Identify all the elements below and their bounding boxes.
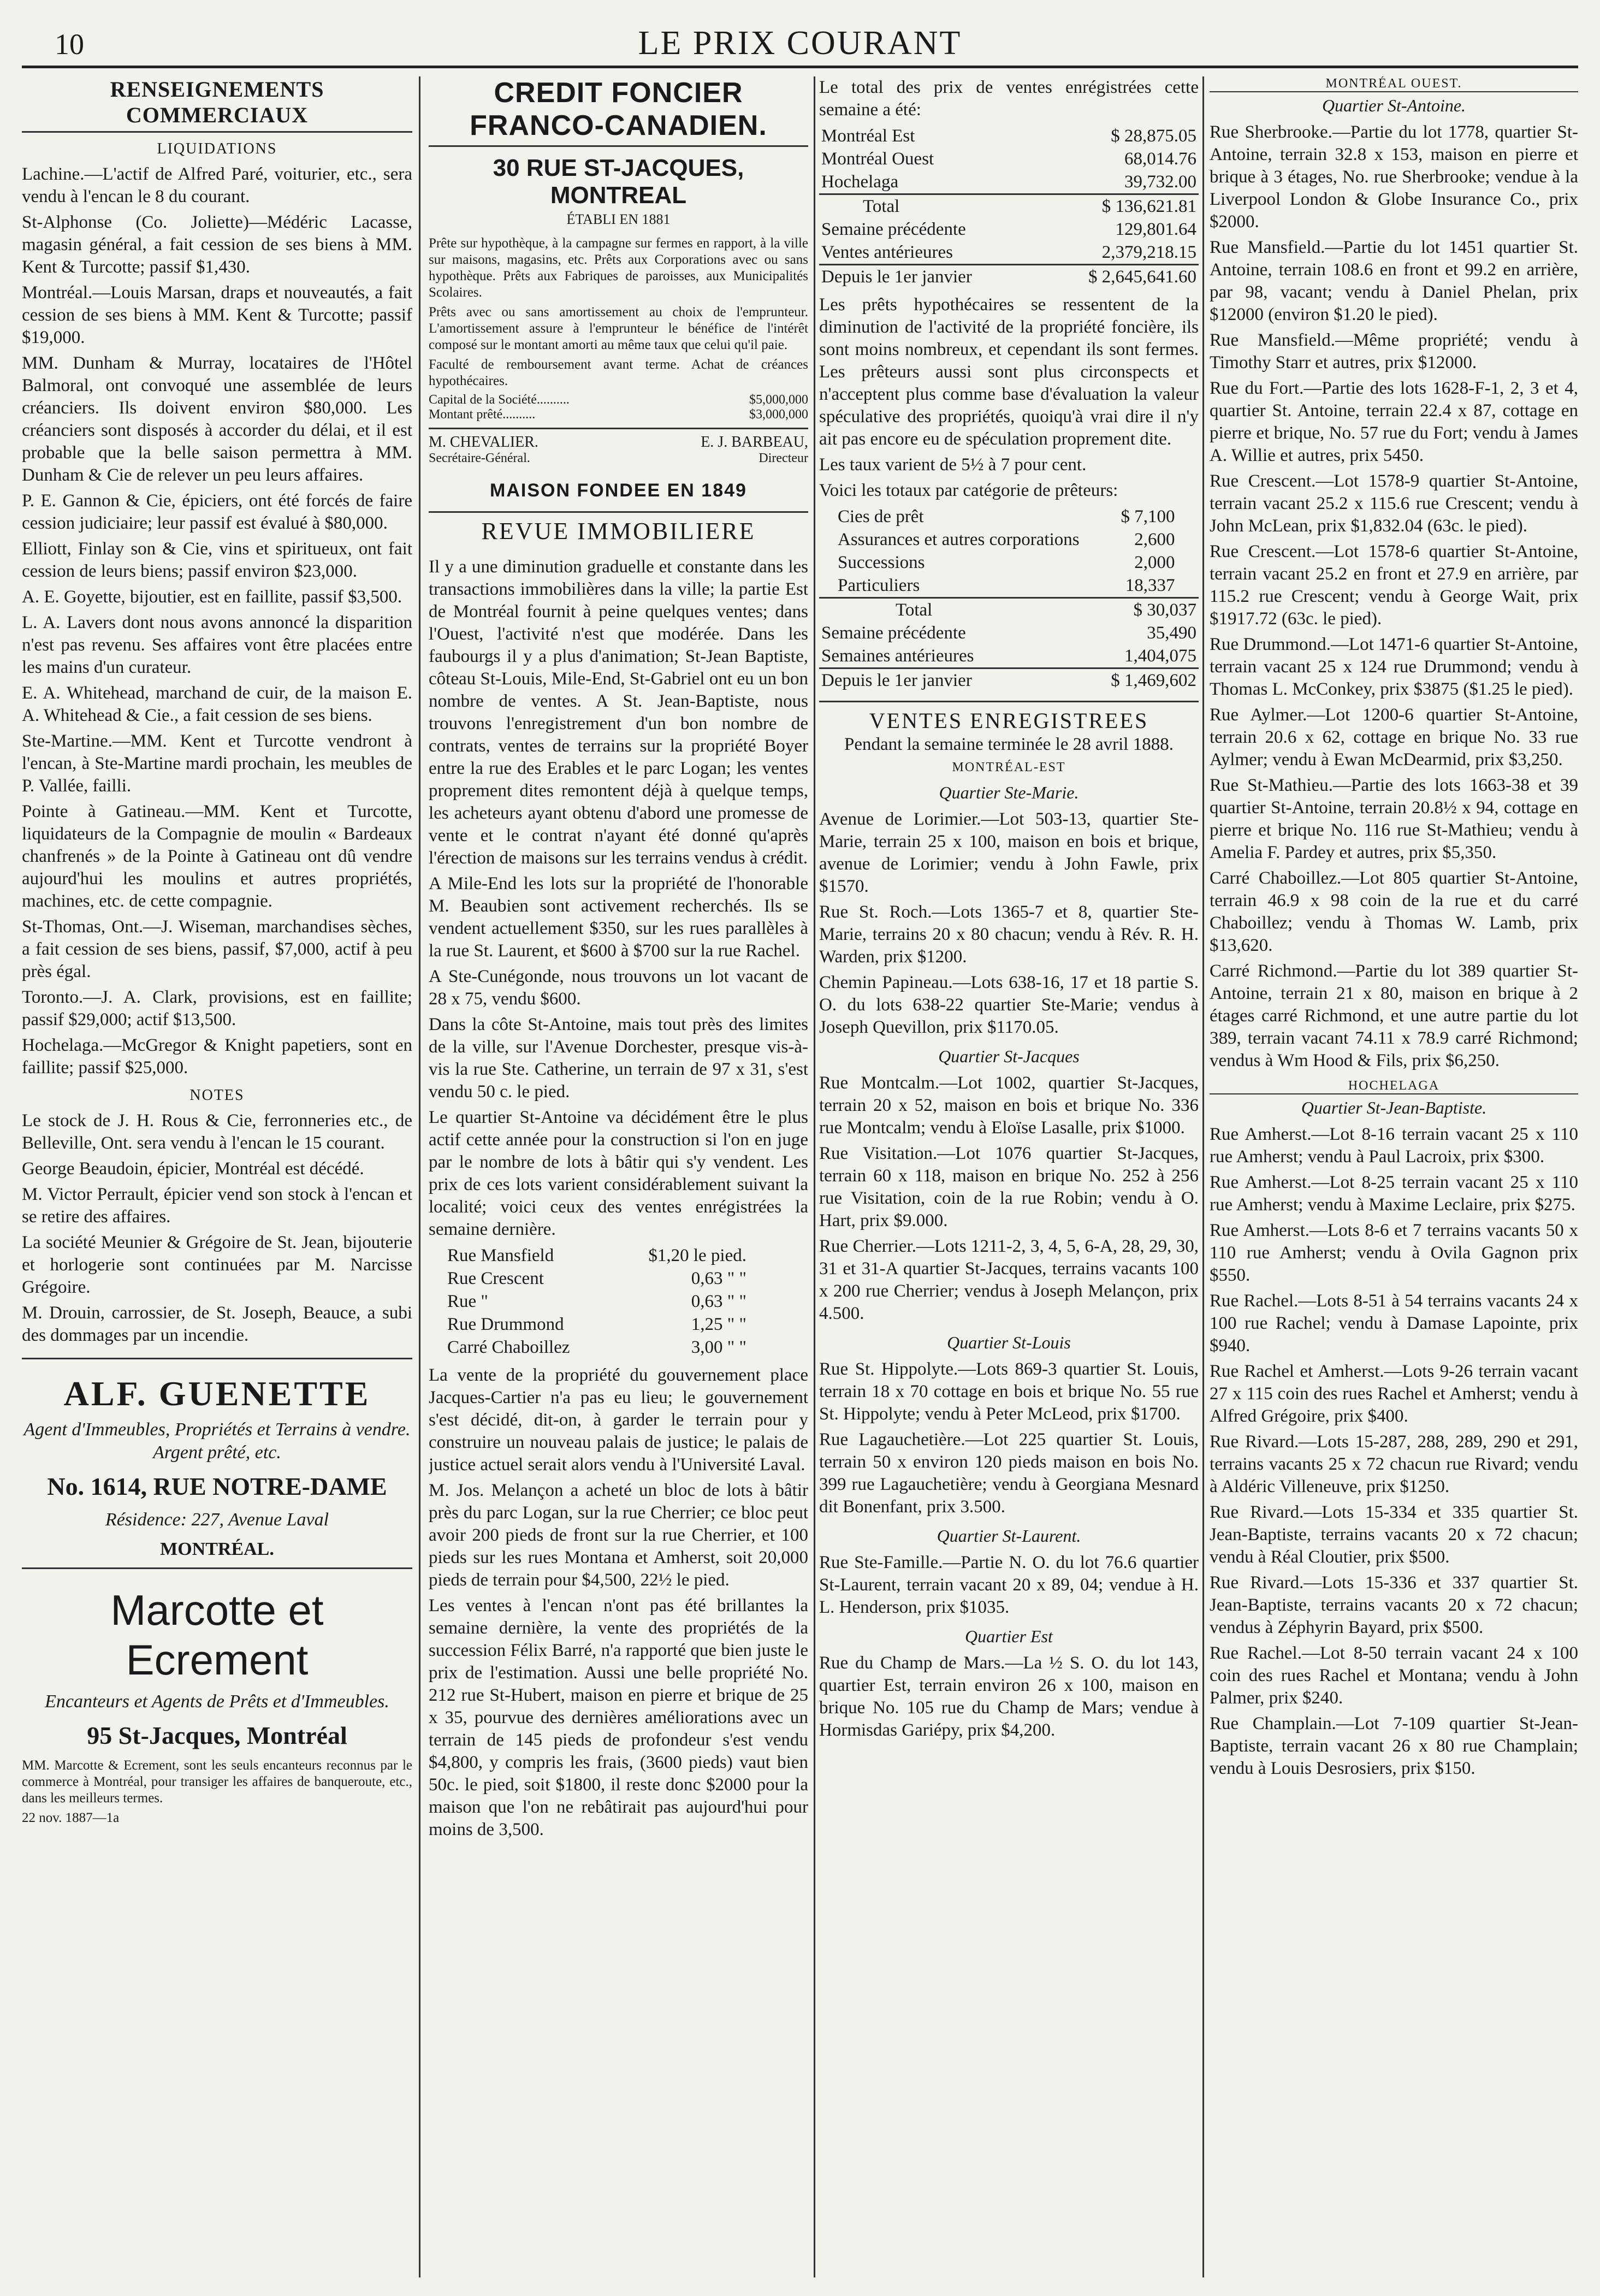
totals-row xyxy=(819,170,1199,193)
quarter-title: Quartier St-Laurent. xyxy=(937,1526,1081,1546)
liquidation-item: MM. Dunham & Murray, locataires de l'Hôtel Balmoral, ont convoqué une assemblée de leurs créanciers. Ils doivent environ $80,000. Les créanciers sont disposés à accorder du délai, et il est probable que la belle saison permettra à MM. Dunham & Cie de relever un peu leurs affaires. xyxy=(22,353,412,485)
revue-text xyxy=(429,556,808,1241)
price-row xyxy=(445,1244,749,1267)
price-row-value: 0,63 " " xyxy=(691,1292,746,1311)
price-row-value: 3,00 " " xyxy=(691,1338,746,1357)
loans-row-value: 2,600 xyxy=(1134,530,1175,549)
section-title: RENSEIGNEMENTS COMMERCIAUX xyxy=(22,76,412,133)
loans-total-label: Total xyxy=(819,598,1060,622)
ventes-subtitle: Pendant la semaine terminée le 28 avril 1888. xyxy=(844,735,1174,754)
quarter-title: Quartier St-Jean-Baptiste. xyxy=(1301,1098,1487,1117)
region-title: MONTRÉAL-EST xyxy=(952,760,1066,774)
established: ÉTABLI EN 1881 xyxy=(566,211,671,227)
signer-roles xyxy=(429,451,808,466)
price-row-value: 0,63 " " xyxy=(691,1269,746,1288)
totals-intro: Le total des prix de ventes enrégistrées cette semaine a été: xyxy=(819,78,1199,120)
article-paragraph: Les ventes à l'encan n'ont pas été brillantes la semaine dernière, la vente des propriétés de la succession Félix Barré, n'a rapporté que bien juste le prix de l'estimation. Aussi une belle propriété No. 212 rue St-Hubert, maison en pierre et brique de 25 x 35, pourvue des dernières améliorations avec un terrain de 145 pieds de profondeur s'est vendu $4,800, y compris les frais, (3600 pieds) vaut bien 50c. le pied, soit $1800, il reste donc $2000 pour la maison que l'on ne rebâtirait pas aujourd'hui pour moins de 3,500. xyxy=(429,1596,808,1839)
loans-row-label: Particuliers xyxy=(838,576,920,595)
article-paragraph: Il y a une diminution graduelle et constante dans les transactions immobilières dans la ville; la partie Est de Montréal fournit à peine quelques ventes; dans l'Ouest, l'activité n'est que modérée. Dans les faubourgs il y a plus d'animation; St-Jean Baptiste, côteau St-Louis, Mile-End, St-Gabriel ont eu un bon nombre de ventes. A St. Jean-Baptiste, nous trouvons l'enregistrement d'un bon nombre de contrats, ventes de terrains sur la propriété Boyer entre la rue des Erables et le parc Logan; les ventes proprement dites remontent déjà à quelque temps, les acheteurs ayant obtenu d'abord une promesse de vente et le contrat n'ayant été donné qu'après l'érection de maisons sur les terrains vendus à crédit. xyxy=(429,557,808,868)
price-row xyxy=(445,1290,749,1313)
columns xyxy=(22,76,1578,2277)
loans-row-value: 2,000 xyxy=(1134,553,1175,572)
credit-foncier-paragraph: Prêts avec ou sans amortissement au choix de l'emprunteur. L'amortissement assure à l'emprunteur le bénéfice de l'intérêt composé sur le montant amorti au même taux que celui qu'il paie. xyxy=(429,305,808,352)
capital-value: $5,000,000 xyxy=(749,393,808,407)
ad-city: MONTRÉAL. xyxy=(160,1539,274,1559)
ant-value: 2,379,218.15 xyxy=(1101,242,1196,262)
column-1 xyxy=(22,76,412,2277)
totals-row-value: 39,732.00 xyxy=(1124,172,1196,192)
sale-item: Rue St. Hippolyte.—Lots 869-3 quartier St. Louis, terrain 18 x 70 cottage en bois et brique No. 55 rue St. Hippolyte; vendu à Peter McLeod, prix $1700. xyxy=(819,1359,1199,1424)
price-table xyxy=(445,1244,749,1359)
quarter-sales xyxy=(819,1552,1199,1619)
sale-item: Rue Crescent.—Lot 1578-9 quartier St-Antoine, terrain vacant 25.2 x 115.6 rue Crescent; vendu à John McLean, prix $1,832.04 (63c. le pied). xyxy=(1210,471,1578,536)
jan-label: Depuis le 1er janvier xyxy=(819,265,1039,289)
quarter-sales xyxy=(819,1652,1199,1742)
ad-name: Marcotte et Ecrement xyxy=(110,1586,324,1684)
capital-row xyxy=(429,393,808,407)
price-row-label: Rue " xyxy=(447,1292,488,1311)
column-2 xyxy=(429,76,808,2277)
liquidation-item: St-Thomas, Ont.—J. Wiseman, marchandises sèches, a fait cession de ses biens, passif, $7,000, actif à peu près égal. xyxy=(22,917,412,981)
liquidation-item: Elliott, Finlay son & Cie, vins et spiritueux, ont fait cession de leurs biens; passif environ $23,000. xyxy=(22,539,412,581)
totals-row-value: $ 28,875.05 xyxy=(1111,126,1196,146)
prev-value: 129,801.64 xyxy=(1115,220,1196,239)
price-row-label: Rue Mansfield xyxy=(447,1246,554,1265)
quarter-title: Quartier St-Antoine. xyxy=(1322,96,1466,115)
lent-row xyxy=(429,407,808,422)
region-title: HOCHELAGA xyxy=(1210,1079,1578,1094)
price-row-label: Rue Drummond xyxy=(447,1315,564,1334)
loans-jan-value: $ 1,469,602 xyxy=(1060,668,1199,693)
total-value: $ 136,621.81 xyxy=(1039,194,1199,218)
ventes-title: VENTES ENREGISTREES xyxy=(819,701,1199,733)
liquidation-item: Hochelaga.—McGregor & Knight papetiers, sont en faillite; passif $25,000. xyxy=(22,1035,412,1078)
sale-item: Rue Sherbrooke.—Partie du lot 1778, quartier St-Antoine, terrain 32.8 x 153, maison en pierre et brique à 3 étages, No. rue Sherbrooke; vendue à la Liverpool London & Globe Insurance Co., prix $2000. xyxy=(1210,122,1578,232)
sale-item: Rue Rachel.—Lot 8-50 terrain vacant 24 x 100 coin des rues Rachel et Montana; vendu à John Palmer, prix $240. xyxy=(1210,1643,1578,1708)
article-paragraph: A Mile-End les lots sur la propriété de l'honorable M. Beaubien sont activement recherchés. Ils se vendent actuellement $350, sur les rues parallèles à la rue St. Laurent, et $600 à $700 sur la rue Rachel. xyxy=(429,874,808,961)
sale-item: Carré Richmond.—Partie du lot 389 quartier St-Antoine, terrain 21 x 80, maison en brique à 2 étages carré Richmond, et une autre partie du lot 389, terrain vacant 74.11 x 78.9 carré Richmond; vendus à Wm Hood & Fils, prix $6,250. xyxy=(1210,961,1578,1070)
sale-item: Rue Amherst.—Lot 8-25 terrain vacant 25 x 110 rue Amherst; vendu à Maxime Leclaire, prix $275. xyxy=(1210,1173,1578,1215)
quarter-title: Quartier St-Jacques xyxy=(938,1046,1080,1066)
maison-fondee: MAISON FONDEE EN 1849 xyxy=(490,480,747,501)
sale-item: Rue Visitation.—Lot 1076 quartier St-Jacques, terrain 60 x 118, maison en brique No. 252 à 256 rue Visitation, coin de la rue Robin; vendu à O. Hart, prix $9.000. xyxy=(819,1144,1199,1230)
loans-prev-label: Semaine précédente xyxy=(821,623,966,643)
note-item: George Beaudoin, épicier, Montréal est décédé. xyxy=(22,1159,364,1179)
article-paragraph: M. Jos. Melançon a acheté un bloc de lots à bâtir près du parc Logan, sur la rue Cherrier; ce bloc peut avoir 200 pieds de front sur la rue Cherrier, et 100 pieds sur les rues Montana et Amherst, soit 20,000 pieds de terrain pour $4,500, 22½ le pied. xyxy=(429,1481,808,1590)
liquidation-item: Toronto.—J. A. Clark, provisions, est en faillite; passif $29,000; actif $13,500. xyxy=(22,987,412,1029)
loans-row xyxy=(835,528,1177,551)
newspaper-page xyxy=(22,16,1578,2283)
price-row-label: Rue Crescent xyxy=(447,1269,544,1288)
loans-row xyxy=(835,574,1177,597)
notes-list xyxy=(22,1110,412,1347)
subsection-title: LIQUIDATIONS xyxy=(157,140,277,157)
sale-item: Rue du Fort.—Partie des lots 1628-F-1, 2, 3 et 4, quartier St. Antoine, terrain 22.4 x 87, cottage en pierre et brique, No. 57 rue du Fort; vendu à James A. Willie et autres, prix 5450. xyxy=(1210,378,1578,465)
loans-row-label: Assurances et autres corporations xyxy=(838,530,1080,549)
price-row-value: 1,25 " " xyxy=(691,1315,746,1334)
revue-text-continued xyxy=(429,1364,808,1841)
sale-item: Rue Mansfield.—Partie du lot 1451 quartier St. Antoine, terrain 108.6 en front et 99.2 en arrière, par 98, vacant; vendu à Daniel Phelan, prix $12000 (environ $1.20 le pied). xyxy=(1210,238,1578,324)
price-row-value: $1,20 le pied. xyxy=(648,1246,746,1265)
signer-right: E. J. BARBEAU, xyxy=(701,434,808,451)
credit-foncier-paragraph: Faculté de remboursement avant terme. Achat de créances hypothécaires. xyxy=(429,357,808,388)
totals-row-label: Hochelaga xyxy=(821,172,899,192)
loans-row-label: Cies de prêt xyxy=(838,507,924,526)
quarter-sales xyxy=(1210,121,1578,1072)
liquidation-item: St-Alphonse (Co. Joliette)—Médéric Lacasse, magasin général, a fait cession de ses biens à MM. Kent & Turcotte; passif $1,430. xyxy=(22,212,412,277)
article-paragraph: Les taux varient de 5½ à 7 pour cent. xyxy=(819,455,1087,475)
liquidation-item: Pointe à Gatineau.—MM. Kent et Turcotte, liquidateurs de la Compagnie de moulin « Bardeaux chanfrenés » de la Pointe à Gatineau ont dû vendre aujourd'hui les moulins et autres propriétés, machines, etc. de cette compagnie. xyxy=(22,802,412,911)
loans-row-value: 18,337 xyxy=(1125,576,1175,595)
article-paragraph: Dans la côte St-Antoine, mais tout près des limites de la ville, sur l'Avenue Dorchester, presque vis-à-vis la rue Ste. Catherine, un terrain de 97 x 31, s'est vendu 50 c. le pied. xyxy=(429,1015,808,1102)
liquidation-item: Montréal.—Louis Marsan, draps et nouveautés, a fait cession de ses biens à MM. Kent & Turcotte; passif $19,000. xyxy=(22,283,412,347)
note-item: La société Meunier & Grégoire de St. Jean, bijouterie et horlogerie sont continuées par M. Narcisse Grégoire. xyxy=(22,1233,412,1297)
total-label: Total xyxy=(819,194,1039,218)
sale-item: Avenue de Lorimier.—Lot 503-13, quartier Ste-Marie, terrain 25 x 100, maison en bois et brique, avenue de Lorimier; vendu à John Fawle, prix $1570. xyxy=(819,809,1199,896)
sale-item: Rue Drummond.—Lot 1471-6 quartier St-Antoine, terrain vacant 25 x 124 rue Drummond; vendu à Thomas L. McConkey, prix $3875 ($1.25 le pied). xyxy=(1210,635,1578,699)
loans-prev-value: 35,490 xyxy=(1147,623,1196,643)
sale-item: Rue St-Mathieu.—Partie des lots 1663-38 et 39 quartier St-Antoine, terrain 20.8½ x 94, cottage en pierre et brique No. 116 rue St-Mathieu; vendu à Amelia F. Pardey et autres, prix $5,350. xyxy=(1210,776,1578,862)
ad-name: ALF. GUENETTE xyxy=(63,1374,371,1413)
liquidation-item: A. E. Goyette, bijoutier, est en faillite, passif $3,500. xyxy=(22,587,402,607)
ad-date: 22 nov. 1887—1a xyxy=(22,1810,120,1825)
sale-item: Rue Rachel et Amherst.—Lots 9-26 terrain vacant 27 x 115 coin des rues Rachel et Amherst; vendu à Alfred Grégoire, prix $400. xyxy=(1210,1362,1578,1426)
loans-ant-value: 1,404,075 xyxy=(1124,646,1196,666)
masthead-title: LE PRIX COURANT xyxy=(638,25,962,62)
sale-item: Rue Amherst.—Lot 8-16 terrain vacant 25 x 110 rue Amherst; vendu à Paul Lacroix, prix $300. xyxy=(1210,1125,1578,1167)
capital-label: Capital de la Société.......... xyxy=(429,393,570,407)
note-item: M. Drouin, carrossier, de St. Joseph, Beauce, a subi des dommages par un incendie. xyxy=(22,1303,412,1345)
credit-foncier-address: 30 RUE ST-JACQUES, MONTREAL xyxy=(493,155,744,209)
sale-item: Rue Lagauchetière.—Lot 225 quartier St. Louis, terrain 50 x environ 120 pieds maison en bois No. 399 rue Lagauchetière; vendu à Georgiana Mesnard dit Bonenfant, prix 3.500. xyxy=(819,1430,1199,1517)
liquidation-item: P. E. Gannon & Cie, épiciers, ont été forcés de faire cession judiciaire; leur passif est évalué à $80,000. xyxy=(22,491,412,533)
loans-total-value: $ 30,037 xyxy=(1060,598,1199,622)
liquidation-item: Ste-Martine.—MM. Kent et Turcotte vendront à l'encan, à Ste-Martine mardi prochain, les meubles de P. Vallée, failli. xyxy=(22,731,412,796)
totals-row xyxy=(819,147,1199,170)
page-number: 10 xyxy=(55,28,84,61)
liquidation-item: Lachine.—L'actif de Alfred Paré, voiturier, etc., sera vendu à l'encan le 8 du courant. xyxy=(22,164,412,206)
liquidation-item: L. A. Lavers dont nous avons annoncé la disparition n'est pas revenu. Ses affaires vont être placées entre les mains d'un curateur. xyxy=(22,613,412,677)
jan-value: $ 2,645,641.60 xyxy=(1039,265,1199,289)
price-row xyxy=(445,1267,749,1290)
sale-item: Rue Rivard.—Lots 15-336 et 337 quartier St. Jean-Baptiste, terrains vacants 20 x 72 chacun; vendus à Zéphyrin Bayard, prix $500. xyxy=(1210,1573,1578,1637)
loans-summary-table xyxy=(819,597,1199,692)
article-paragraph: Voici les totaux par catégorie de prêteurs: xyxy=(819,481,1118,500)
quarter-sales xyxy=(819,1358,1199,1518)
loans-table xyxy=(835,505,1177,597)
sale-item: Chemin Papineau.—Lots 638-16, 17 et 18 partie S. O. du lots 638-22 quartier Ste-Marie; vendus à Joseph Quevillon, prix $1170.05. xyxy=(819,973,1199,1037)
sale-item: Rue Rachel.—Lots 8-51 à 54 terrains vacants 24 x 100 rue Rachel; vendu à Damase Lapointe, prix $940. xyxy=(1210,1291,1578,1356)
ad-address: 95 St-Jacques, Montréal xyxy=(87,1721,347,1749)
sale-item: Rue Amherst.—Lots 8-6 et 7 terrains vacants 50 x 110 rue Amherst; vendu à Ovila Gagnon prix $550. xyxy=(1210,1221,1578,1285)
quarter-title: Quartier Est xyxy=(965,1626,1053,1646)
prev-label: Semaine précédente xyxy=(821,220,966,239)
article-paragraph: Les prêts hypothécaires se ressentent de la diminution de l'activité de la propriété foncière, ils sont moins nombreux, et cependant ils sont fermes. Les prêteurs aussi sont plus circonspects et n'acceptent plus comme base d'évaluation la valeur spéculative des propriétés, quoiqu'à vrai dire il n'y ait pas encore eu de spéculation proprement dite. xyxy=(819,295,1199,449)
note-item: M. Victor Perrault, épicier vend son stock à l'encan et se retire des affaires. xyxy=(22,1185,412,1227)
price-row-label: Carré Chaboillez xyxy=(447,1338,570,1357)
lent-value: $3,000,000 xyxy=(749,407,808,422)
price-row xyxy=(445,1313,749,1336)
ad-description: Agent d'Immeubles, Propriétés et Terrains à vendre. Argent prêté, etc. xyxy=(23,1419,411,1463)
ad-guenette xyxy=(22,1358,412,1560)
sale-item: Rue Cherrier.—Lots 1211-2, 3, 4, 5, 6-A, 28, 29, 30, 31 et 31-A quartier St-Jacques, terrains vacants 100 x 200 rue Cherrier; vendus à Joseph Melançon, prix 4.500. xyxy=(819,1236,1199,1323)
column-rule xyxy=(814,76,815,2277)
article-paragraph: A Ste-Cunégonde, nous trouvons un lot vacant de 28 x 75, vendu $600. xyxy=(429,967,808,1009)
ad-address: No. 1614, RUE NOTRE-DAME xyxy=(47,1472,387,1500)
page-header xyxy=(22,16,1578,68)
signer-left: M. CHEVALIER. xyxy=(429,434,538,451)
liquidation-item: E. A. Whitehead, marchand de cuir, de la maison E. A. Whitehead & Cie., a fait cession de ses biens. xyxy=(22,683,412,725)
column-3 xyxy=(819,76,1199,2277)
sale-item: Rue Rivard.—Lots 15-287, 288, 289, 290 et 291, terrains vacants 25 x 72 chacun rue Rivard; vendu à Aldéric Villeneuve, prix $1250. xyxy=(1210,1432,1578,1496)
sale-item: Rue Aylmer.—Lot 1200-6 quartier St-Antoine, terrain 20.6 x 62, cottage en brique No. 33 rue Aylmer; vendu à Ewan McDearmid, prix $3,250. xyxy=(1210,705,1578,770)
role-right: Directeur xyxy=(758,451,808,465)
loans-ant-label: Semaines antérieures xyxy=(821,646,974,666)
sale-item: Rue Rivard.—Lots 15-334 et 335 quartier St. Jean-Baptiste, terrains vacants 20 x 72 chacun; vendu à Réal Cloutier, prix $500. xyxy=(1210,1502,1578,1567)
loans-row xyxy=(835,551,1177,574)
ant-label: Ventes antérieures xyxy=(821,242,953,262)
price-row xyxy=(445,1336,749,1359)
quarter-sales xyxy=(819,1072,1199,1325)
totals-row-label: Montréal Est xyxy=(821,126,915,146)
loans-row xyxy=(835,505,1177,528)
sale-item: Rue St. Roch.—Lots 1365-7 et 8, quartier Ste-Marie, terrains 20 x 80 chacun; vendu à Rév. R. H. Warden, prix $1200. xyxy=(819,902,1199,967)
liquidations-list xyxy=(22,163,412,1079)
column-rule xyxy=(419,76,420,2277)
sales-summary-table xyxy=(819,193,1199,288)
note-item: Le stock de J. H. Rous & Cie, ferronneries etc., de Belleville, Ont. sera vendu à l'encan le 15 courant. xyxy=(22,1111,412,1153)
loans-row-value: $ 7,100 xyxy=(1121,507,1175,526)
credit-foncier-text xyxy=(429,235,808,389)
signatures xyxy=(429,428,808,451)
totals-row xyxy=(819,125,1199,147)
article-paragraph: La vente de la propriété du gouvernement place Jacques-Cartier n'a pas eu lieu; le gouvernement s'est décidé, dit-on, à garder le terrain pour y construire un nouveau palais de justice; le palais de justice actuel serait alors vendu à l'Université Laval. xyxy=(429,1365,808,1475)
subsection-title: NOTES xyxy=(189,1087,245,1104)
credit-foncier-title: CREDIT FONCIER FRANCO-CANADIEN. xyxy=(429,76,808,147)
article-paragraph: Le quartier St-Antoine va décidément être le plus actif cette année pour la construction si l'on en juge par le nombre de lots à bâtir qui s'y vendent. Les prix de ces lots varient considérablement suivant la localité; voici ceux des ventes enrégistrées la semaine dernière. xyxy=(429,1108,808,1239)
sale-item: Rue Montcalm.—Lot 1002, quartier St-Jacques, terrain 20 x 52, maison en bois et brique No. 336 rue Montcalm; vendu à Eloïse Lasalle, prix $1000. xyxy=(819,1073,1199,1138)
ad-note: MM. Marcotte & Ecrement, sont les seuls encanteurs reconnus par le commerce à Montréal, pour transiger les affaires de banqueroute, etc., dans les meilleurs termes. xyxy=(22,1758,412,1806)
totals-row-value: 68,014.76 xyxy=(1124,149,1196,169)
sale-item: Rue Mansfield.—Même propriété; vendu à Timothy Starr et autres, prix $12000. xyxy=(1210,330,1578,372)
quarter-sales xyxy=(819,808,1199,1039)
loans-text xyxy=(819,294,1199,502)
revue-title: REVUE IMMOBILIERE xyxy=(429,511,808,545)
ad-marcotte xyxy=(22,1567,412,1826)
sale-item: Carré Chaboillez.—Lot 805 quartier St-Antoine, terrain 46.9 x 98 coin de la rue et du carré Chaboillez; vendu à Thomas W. Lamb, prix $13,620. xyxy=(1210,868,1578,955)
quarter-title: Quartier St-Louis xyxy=(947,1333,1071,1352)
totals-row-label: Montréal Ouest xyxy=(821,149,934,169)
region-title: MONTRÉAL OUEST. xyxy=(1210,76,1578,92)
sale-item: Rue Crescent.—Lot 1578-6 quartier St-Antoine, terrain vacant 25.2 en front et 27.9 en arrière, par 115.2 rue Crescent; vendu à George Wait, prix $1917.72 (63c. le pied). xyxy=(1210,542,1578,629)
credit-foncier-paragraph: Prête sur hypothèque, à la campagne sur fermes en rapport, à la ville sur maisons, magasins, etc. Prêts aux Corporations avec ou sans hypothèque. Prêts aux Fabriques de paroisses, aux Municipalités Scolaires. xyxy=(429,236,808,300)
sale-item: Rue Ste-Famille.—Partie N. O. du lot 76.6 quartier St-Laurent, terrain vacant 20 x 89, 04; vendue à H. L. Henderson, prix $1035. xyxy=(819,1553,1199,1617)
lent-label: Montant prêté.......... xyxy=(429,407,536,422)
sale-item: Rue Champlain.—Lot 7-109 quartier St-Jean-Baptiste, terrain vacant 26 x 80 rue Champlain; vendu à Louis Desrosiers, prix $150. xyxy=(1210,1714,1578,1778)
loans-jan-label: Depuis le 1er janvier xyxy=(819,668,1060,693)
column-4 xyxy=(1210,76,1578,2277)
loans-row-label: Successions xyxy=(838,553,925,572)
column-rule xyxy=(1202,76,1204,2277)
sale-item: Rue du Champ de Mars.—La ½ S. O. du lot 143, quartier Est, terrain environ 26 x 100, maison en brique No. 105 rue du Champ de Mars; vendue à Hormisdas Gariépy, prix $4,200. xyxy=(819,1653,1199,1740)
quarter-sales xyxy=(1210,1123,1578,1780)
sales-totals-table xyxy=(819,125,1199,193)
ad-description: Encanteurs et Agents de Prêts et d'Immeubles. xyxy=(45,1691,389,1712)
ad-residence: Résidence: 227, Avenue Laval xyxy=(105,1510,329,1530)
role-left: Secrétaire-Général. xyxy=(429,451,530,465)
quarter-title: Quartier Ste-Marie. xyxy=(939,783,1079,802)
